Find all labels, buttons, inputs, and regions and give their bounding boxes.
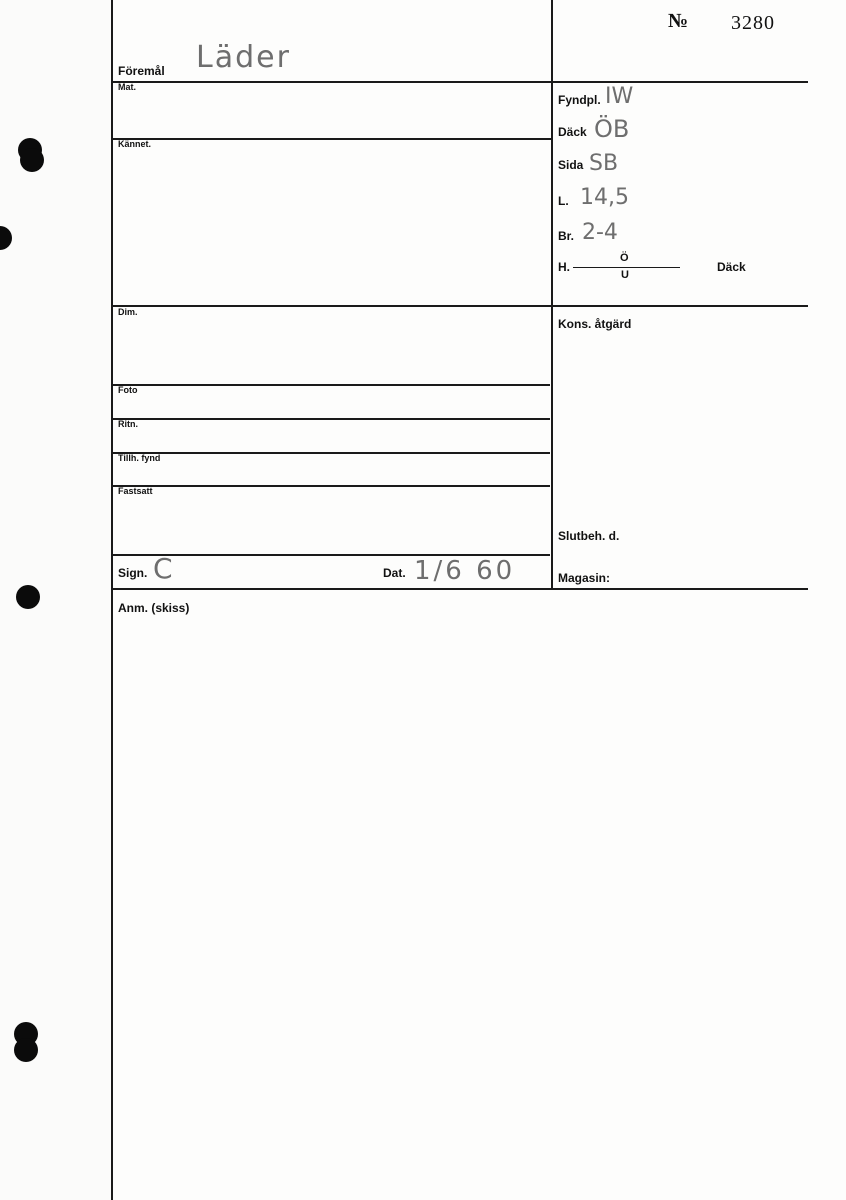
- fyndpl-value: IW: [605, 84, 634, 109]
- punch-hole: [20, 148, 44, 172]
- l-value: 14,5: [580, 185, 629, 210]
- card-number: 3280: [731, 12, 775, 34]
- punch-hole: [16, 585, 40, 609]
- sida-label: Sida: [558, 158, 584, 172]
- tillh-fynd-label: Tillh. fynd: [118, 453, 161, 463]
- sign-value: C: [153, 552, 173, 585]
- h-fraction-line: [573, 267, 680, 268]
- br-value: 2-4: [582, 220, 618, 245]
- card-left-border: [111, 0, 113, 1200]
- sign-label: Sign.: [118, 566, 148, 580]
- column-divider: [551, 0, 553, 589]
- foto-label: Foto: [118, 385, 138, 395]
- dat-label: Dat.: [383, 566, 406, 580]
- card-number-symbol: №: [668, 10, 689, 32]
- dim-divider: [111, 384, 550, 386]
- foremal-divider: [111, 81, 808, 83]
- dack-label: Däck: [558, 125, 587, 139]
- anm-skiss-label: Anm. (skiss): [118, 601, 190, 615]
- kannet-divider: [111, 305, 808, 307]
- sida-value: SB: [589, 151, 619, 176]
- br-label: Br.: [558, 229, 575, 243]
- l-label: L.: [558, 194, 569, 208]
- dat-value: 1/6 60: [414, 556, 516, 586]
- foremal-label: Föremål: [118, 64, 165, 78]
- ritn-label: Ritn.: [118, 419, 138, 429]
- ritn-divider: [111, 452, 550, 454]
- mat-label: Mat.: [118, 82, 136, 92]
- tillh-fynd-divider: [111, 485, 550, 487]
- h-dack-label: Däck: [717, 260, 746, 274]
- h-lower: U: [621, 269, 629, 281]
- punch-hole: [14, 1038, 38, 1062]
- mat-divider: [111, 138, 552, 140]
- h-label: H.: [558, 260, 570, 274]
- fyndpl-label: Fyndpl.: [558, 93, 601, 107]
- foremal-value: Läder: [196, 40, 291, 75]
- h-upper: Ö: [620, 252, 629, 264]
- fastsatt-label: Fastsatt: [118, 486, 153, 496]
- kons-atgard-label: Kons. åtgärd: [558, 317, 632, 331]
- slutbeh-label: Slutbeh. d.: [558, 529, 620, 543]
- magasin-label: Magasin:: [558, 571, 611, 585]
- dack-value: ÖB: [594, 115, 630, 143]
- kannet-label: Kännet.: [118, 139, 152, 149]
- dim-label: Dim.: [118, 307, 138, 317]
- foto-divider: [111, 418, 550, 420]
- lower-divider: [111, 588, 808, 590]
